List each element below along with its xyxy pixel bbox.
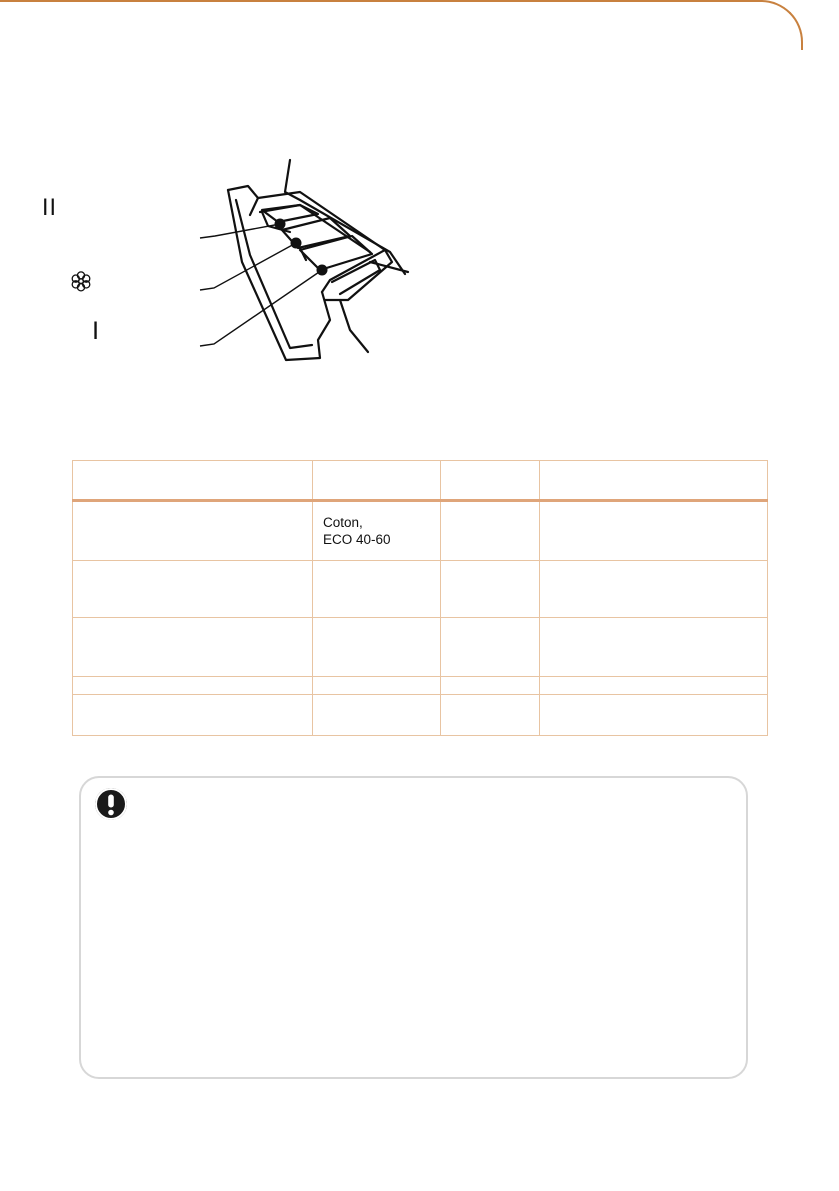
table-cell bbox=[441, 561, 540, 618]
table-cell bbox=[441, 695, 540, 736]
table-row bbox=[73, 677, 768, 695]
table-header-cell bbox=[313, 461, 441, 501]
table-cell bbox=[313, 618, 441, 677]
program-name: Coton, ECO 40-60 bbox=[323, 515, 391, 547]
table-header-cell bbox=[540, 461, 768, 501]
compartment-ii-label: II bbox=[42, 196, 57, 221]
table-cell bbox=[313, 695, 441, 736]
table-cell bbox=[73, 695, 313, 736]
table-row bbox=[73, 501, 768, 561]
table-cell bbox=[313, 501, 441, 561]
table-cell bbox=[73, 618, 313, 677]
warning-box bbox=[79, 776, 748, 1079]
table-cell bbox=[441, 618, 540, 677]
flower-softener-icon bbox=[70, 270, 92, 292]
table-row bbox=[73, 695, 768, 736]
table-cell bbox=[540, 561, 768, 618]
table-header-cell bbox=[441, 461, 540, 501]
table-cell bbox=[73, 561, 313, 618]
table-cell bbox=[73, 501, 313, 561]
compartment-i-label: I bbox=[92, 317, 100, 345]
table-header-cell bbox=[73, 461, 313, 501]
table-cell bbox=[540, 618, 768, 677]
table-row bbox=[73, 561, 768, 618]
table-cell bbox=[540, 695, 768, 736]
table-cell bbox=[540, 501, 768, 561]
table-cell bbox=[73, 677, 313, 695]
table-row bbox=[73, 618, 768, 677]
table-cell bbox=[313, 677, 441, 695]
exclamation-warning-icon bbox=[95, 788, 127, 820]
table-cell bbox=[441, 677, 540, 695]
page-corner-rule bbox=[0, 0, 803, 50]
detergent-drawer-illustration bbox=[0, 150, 420, 370]
table-cell bbox=[313, 561, 441, 618]
table-header-row bbox=[73, 461, 768, 501]
dosage-table bbox=[72, 460, 767, 736]
table-cell bbox=[441, 501, 540, 561]
table-cell bbox=[540, 677, 768, 695]
